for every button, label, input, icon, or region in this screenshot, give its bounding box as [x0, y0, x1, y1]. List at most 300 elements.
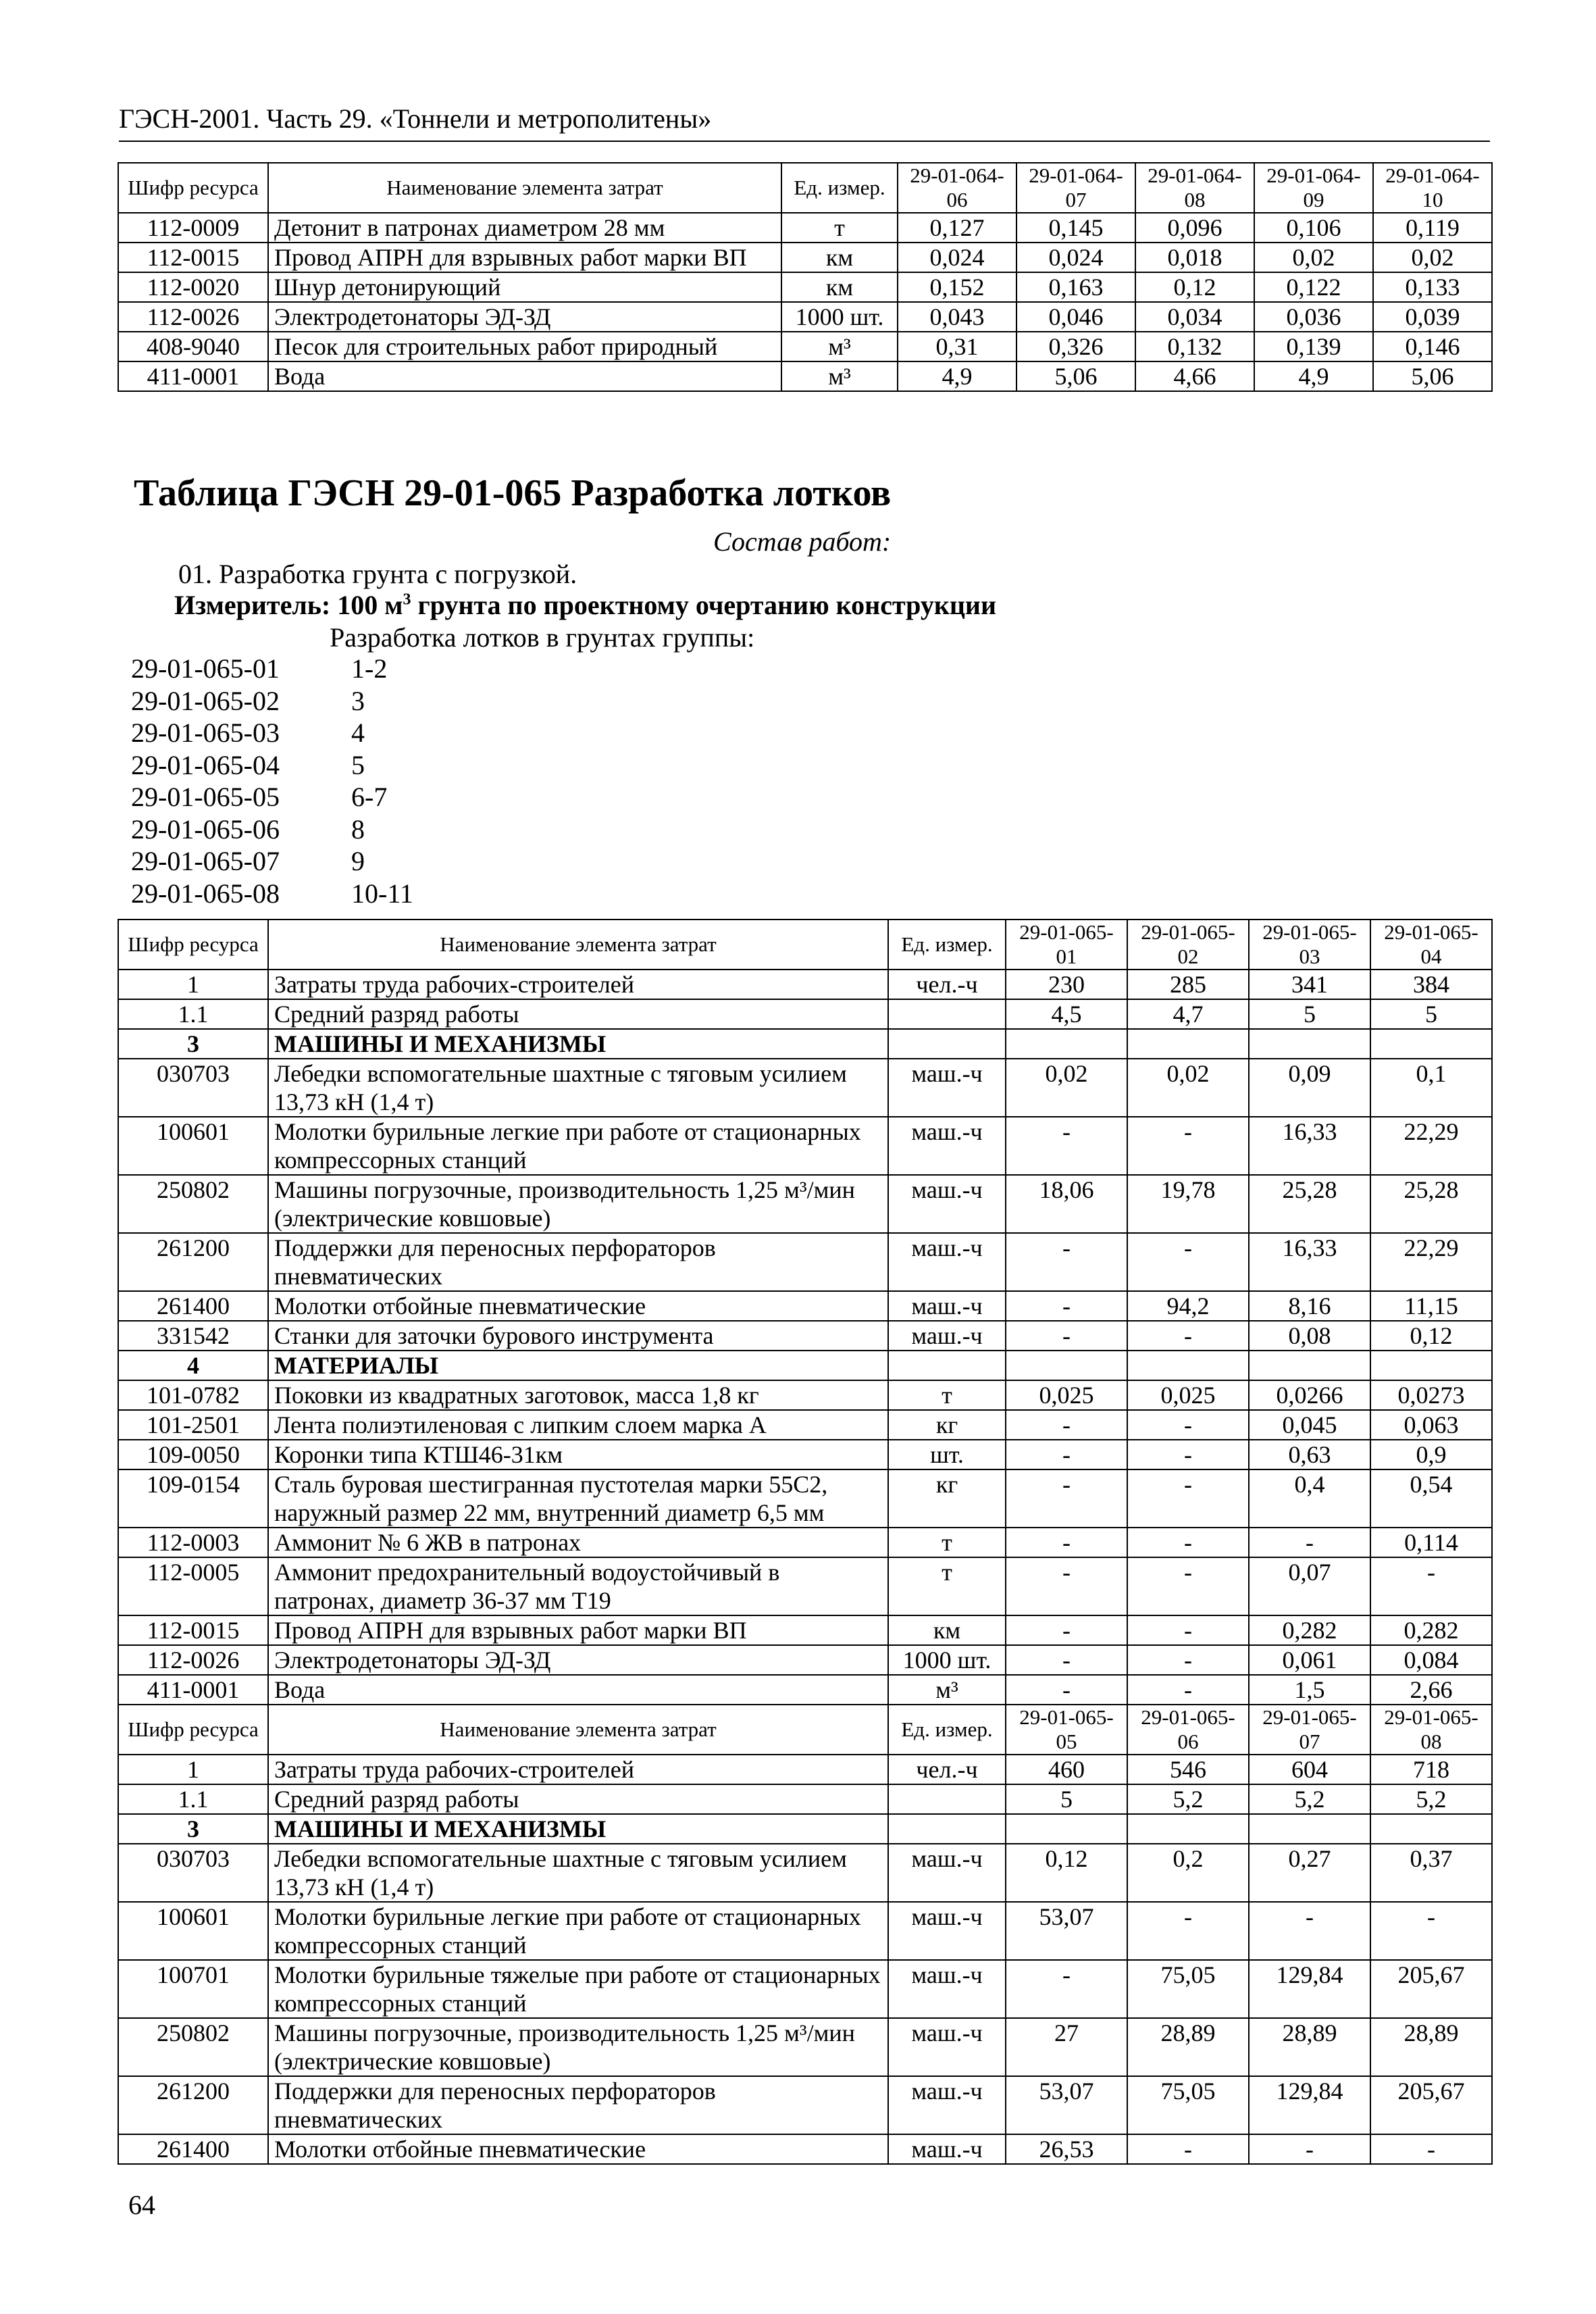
header-cell: Ед. измер. — [888, 1705, 1006, 1755]
code-cell: 030703 — [118, 1844, 268, 1902]
value-cell: - — [1127, 1645, 1249, 1675]
value-cell — [1370, 1029, 1492, 1059]
table-row — [118, 1233, 1492, 1291]
value-cell: - — [1127, 1440, 1249, 1469]
value-cell: - — [1127, 1469, 1249, 1528]
code-cell: 100601 — [118, 1902, 268, 1960]
code-cell: 100701 — [118, 1960, 268, 2018]
name-cell: Сталь буровая шестигранная пустотелая марки 55С2, наружный размер 22 мм, внутренний диаметр 6,5 мм — [268, 1469, 888, 1528]
name-cell: Аммонит № 6 ЖВ в патронах — [268, 1528, 888, 1557]
value-cell: 4,9 — [1254, 361, 1373, 391]
header-rule — [119, 141, 1490, 142]
code-cell: 109-0050 — [118, 1440, 268, 1469]
table-row — [118, 1410, 1492, 1440]
value-cell: 0,4 — [1249, 1469, 1370, 1528]
value-cell: - — [1006, 1117, 1127, 1175]
name-cell: Молотки бурильные легкие при работе от стационарных компрессорных станций — [268, 1117, 888, 1175]
value-cell: - — [1127, 1557, 1249, 1615]
header-cell: Наименование элемента затрат — [268, 1705, 888, 1755]
table-row — [118, 213, 1492, 243]
table-row — [118, 1675, 1492, 1705]
code-cell: 1 — [118, 1755, 268, 1784]
header-cell: 29-01-065-02 — [1127, 920, 1249, 970]
code-cell: 331542 — [118, 1321, 268, 1351]
value-cell: 0,146 — [1373, 332, 1492, 361]
header-cell: 29-01-065-06 — [1127, 1705, 1249, 1755]
unit-cell: т — [888, 1557, 1006, 1615]
code-row — [131, 717, 413, 749]
value-cell: 129,84 — [1249, 1960, 1370, 2018]
unit-cell: м³ — [888, 1675, 1006, 1705]
header-cell: 29-01-065-08 — [1370, 1705, 1492, 1755]
code-cell: 101-2501 — [118, 1410, 268, 1440]
name-cell: Лента полиэтиленовая с липким слоем марка А — [268, 1410, 888, 1440]
value-cell: 19,78 — [1127, 1175, 1249, 1233]
value-cell: 0,9 — [1370, 1440, 1492, 1469]
unit-cell — [888, 999, 1006, 1029]
value-cell: 4,7 — [1127, 999, 1249, 1029]
value-cell: 18,06 — [1006, 1175, 1127, 1233]
code-cell: 1.1 — [118, 1784, 268, 1814]
value-cell: - — [1006, 1440, 1127, 1469]
header-cell: Шифр ресурса — [118, 163, 268, 213]
code-cell: 4 — [118, 1351, 268, 1380]
unit-cell — [888, 1814, 1006, 1844]
value-cell: 0,043 — [898, 302, 1016, 332]
table-row — [118, 1814, 1492, 1844]
table-row — [118, 332, 1492, 361]
value-cell: 546 — [1127, 1755, 1249, 1784]
table-row — [118, 302, 1492, 332]
name-cell: МАШИНЫ И МЕХАНИЗМЫ — [268, 1029, 888, 1059]
value-cell: 0,133 — [1373, 272, 1492, 302]
value-cell: - — [1127, 1902, 1249, 1960]
value-cell: 0,096 — [1135, 213, 1254, 243]
value-cell: 0,132 — [1135, 332, 1254, 361]
unit-cell: кг — [888, 1410, 1006, 1440]
name-cell: Лебедки вспомогательные шахтные с тяговым усилием 13,73 кН (1,4 т) — [268, 1844, 888, 1902]
soil-group: 1-2 — [351, 653, 388, 684]
value-cell: 0,2 — [1127, 1844, 1249, 1902]
value-cell: - — [1127, 1675, 1249, 1705]
table-row — [118, 272, 1492, 302]
name-cell: Машины погрузочные, производительность 1,25 м³/мин (электрические ковшовые) — [268, 2018, 888, 2076]
soil-group: 5 — [351, 749, 365, 780]
code-cell: 112-0015 — [118, 243, 268, 272]
value-cell: 0,063 — [1370, 1410, 1492, 1440]
name-cell: Детонит в патронах диаметром 28 мм — [268, 213, 781, 243]
value-cell: 5,2 — [1370, 1784, 1492, 1814]
header-cell: 29-01-064-10 — [1373, 163, 1492, 213]
code-cell: 261400 — [118, 2134, 268, 2164]
unit-cell: т — [888, 1380, 1006, 1410]
value-cell: 0,08 — [1249, 1321, 1370, 1351]
value-cell: 28,89 — [1370, 2018, 1492, 2076]
name-cell: Затраты труда рабочих-строителей — [268, 1755, 888, 1784]
header-cell: Шифр ресурса — [118, 920, 268, 970]
value-cell: 16,33 — [1249, 1233, 1370, 1291]
value-cell: - — [1006, 1410, 1127, 1440]
unit-cell: т — [888, 1528, 1006, 1557]
name-cell: Молотки бурильные тяжелые при работе от стационарных компрессорных станций — [268, 1960, 888, 2018]
value-cell: 0,045 — [1249, 1410, 1370, 1440]
value-cell: - — [1249, 2134, 1370, 2164]
code-row — [131, 878, 413, 910]
code-cell: 411-0001 — [118, 1675, 268, 1705]
value-cell: 22,29 — [1370, 1233, 1492, 1291]
name-cell: Электродетонаторы ЭД-ЗД — [268, 1645, 888, 1675]
unit-cell: маш.-ч — [888, 2076, 1006, 2134]
table-row — [118, 1615, 1492, 1645]
name-cell: Провод АПРН для взрывных работ марки ВП — [268, 243, 781, 272]
header-cell: 29-01-065-03 — [1249, 920, 1370, 970]
work-item: 01. Разработка грунта с погрузкой. — [178, 559, 577, 589]
table-row — [118, 1351, 1492, 1380]
value-cell — [1006, 1814, 1127, 1844]
code-cell: 411-0001 — [118, 361, 268, 391]
page-number: 64 — [128, 2190, 155, 2220]
value-cell: - — [1370, 2134, 1492, 2164]
unit-cell: маш.-ч — [888, 1059, 1006, 1117]
table-row — [118, 1440, 1492, 1469]
name-cell: Молотки отбойные пневматические — [268, 1291, 888, 1321]
name-cell: Электродетонаторы ЭД-ЗД — [268, 302, 781, 332]
code-cell: 112-0009 — [118, 213, 268, 243]
header-cell: 29-01-064-08 — [1135, 163, 1254, 213]
value-cell: 0,282 — [1370, 1615, 1492, 1645]
value-cell: 0,018 — [1135, 243, 1254, 272]
value-cell: - — [1006, 1321, 1127, 1351]
value-cell: 0,139 — [1254, 332, 1373, 361]
value-cell: - — [1006, 1645, 1127, 1675]
resource-table-065-01-04 — [118, 919, 1493, 1705]
norm-code: 29-01-065-01 — [131, 653, 280, 684]
value-cell: - — [1006, 1675, 1127, 1705]
code-cell: 112-0026 — [118, 1645, 268, 1675]
code-cell: 3 — [118, 1814, 268, 1844]
value-cell: 11,15 — [1370, 1291, 1492, 1321]
value-cell: 285 — [1127, 970, 1249, 999]
value-cell — [1127, 1814, 1249, 1844]
table-row — [118, 1029, 1492, 1059]
value-cell: 0,282 — [1249, 1615, 1370, 1645]
value-cell: 0,12 — [1135, 272, 1254, 302]
value-cell: 0,119 — [1373, 213, 1492, 243]
value-cell: - — [1127, 1528, 1249, 1557]
value-cell: 0,0266 — [1249, 1380, 1370, 1410]
value-cell: 25,28 — [1249, 1175, 1370, 1233]
table-row — [118, 1645, 1492, 1675]
code-cell: 109-0154 — [118, 1469, 268, 1528]
norm-code: 29-01-065-02 — [131, 685, 280, 716]
soil-group: 3 — [351, 685, 365, 716]
value-cell: 341 — [1249, 970, 1370, 999]
value-cell — [1249, 1814, 1370, 1844]
value-cell: - — [1006, 1233, 1127, 1291]
value-cell: 0,025 — [1127, 1380, 1249, 1410]
table-row — [118, 1380, 1492, 1410]
name-cell: Поддержки для переносных перфораторов пневматических — [268, 1233, 888, 1291]
value-cell: 5,06 — [1373, 361, 1492, 391]
unit-cell: км — [781, 243, 898, 272]
unit-cell: маш.-ч — [888, 1844, 1006, 1902]
table-row — [118, 970, 1492, 999]
value-cell: 0,152 — [898, 272, 1016, 302]
code-row — [131, 749, 413, 782]
value-cell: 0,37 — [1370, 1844, 1492, 1902]
value-cell: - — [1370, 1902, 1492, 1960]
code-cell: 250802 — [118, 1175, 268, 1233]
value-cell: 0,025 — [1006, 1380, 1127, 1410]
unit-cell — [888, 1351, 1006, 1380]
value-cell: 27 — [1006, 2018, 1127, 2076]
soil-group: 9 — [351, 846, 365, 876]
value-cell: 0,0273 — [1370, 1380, 1492, 1410]
unit-cell: 1000 шт. — [781, 302, 898, 332]
value-cell — [1370, 1351, 1492, 1380]
value-cell: 5,2 — [1249, 1784, 1370, 1814]
value-cell: 0,02 — [1254, 243, 1373, 272]
code-cell: 112-0020 — [118, 272, 268, 302]
value-cell: 26,53 — [1006, 2134, 1127, 2164]
unit-cell: маш.-ч — [888, 1233, 1006, 1291]
code-cell: 1.1 — [118, 999, 268, 1029]
soil-groups-caption: Разработка лотков в грунтах группы: — [330, 622, 755, 653]
name-cell: Песок для строительных работ природный — [268, 332, 781, 361]
section-title: Таблица ГЭСН 29-01-065 Разработка лотков — [134, 472, 892, 514]
soil-group: 6-7 — [351, 782, 388, 812]
value-cell — [1249, 1029, 1370, 1059]
value-cell: 0,084 — [1370, 1645, 1492, 1675]
value-cell: 0,09 — [1249, 1059, 1370, 1117]
table-row — [118, 361, 1492, 391]
table-row — [118, 2134, 1492, 2164]
name-cell: МАТЕРИАЛЫ — [268, 1351, 888, 1380]
soil-group: 8 — [351, 813, 365, 845]
value-cell: 0,145 — [1016, 213, 1135, 243]
value-cell — [1006, 1351, 1127, 1380]
value-cell: 0,54 — [1370, 1469, 1492, 1528]
table-row — [118, 1755, 1492, 1784]
code-cell: 030703 — [118, 1059, 268, 1117]
name-cell: Коронки типа КТШ46-31км — [268, 1440, 888, 1469]
code-cell: 112-0005 — [118, 1557, 268, 1615]
table-row — [118, 1960, 1492, 2018]
table-row — [118, 1175, 1492, 1233]
work-composition-label: Состав работ: — [713, 526, 892, 557]
name-cell: Станки для заточки бурового инструмента — [268, 1321, 888, 1351]
unit-cell: чел.-ч — [888, 970, 1006, 999]
unit-cell: чел.-ч — [888, 1755, 1006, 1784]
value-cell: 0,27 — [1249, 1844, 1370, 1902]
value-cell: 230 — [1006, 970, 1127, 999]
name-cell: Аммонит предохранительный водоустойчивый в патронах, диаметр 36-37 мм Т19 — [268, 1557, 888, 1615]
unit-cell: маш.-ч — [888, 1960, 1006, 2018]
unit-cell: маш.-ч — [888, 1321, 1006, 1351]
unit-cell: т — [781, 213, 898, 243]
header-cell: Ед. измер. — [781, 163, 898, 213]
value-cell: 28,89 — [1249, 2018, 1370, 2076]
value-cell: 22,29 — [1370, 1117, 1492, 1175]
unit-cell: кг — [888, 1469, 1006, 1528]
value-cell: 205,67 — [1370, 1960, 1492, 2018]
header-cell: Ед. измер. — [888, 920, 1006, 970]
value-cell: - — [1249, 1528, 1370, 1557]
value-cell: 0,039 — [1373, 302, 1492, 332]
code-cell: 112-0015 — [118, 1615, 268, 1645]
value-cell: 0,31 — [898, 332, 1016, 361]
table-row — [118, 243, 1492, 272]
value-cell — [1249, 1351, 1370, 1380]
unit-cell: км — [781, 272, 898, 302]
resource-table-064 — [118, 162, 1493, 392]
value-cell — [1006, 1029, 1127, 1059]
unit-cell: шт. — [888, 1440, 1006, 1469]
value-cell: - — [1127, 1410, 1249, 1440]
value-cell: 0,127 — [898, 213, 1016, 243]
value-cell: 0,02 — [1373, 243, 1492, 272]
value-cell: 0,63 — [1249, 1440, 1370, 1469]
value-cell: 0,061 — [1249, 1645, 1370, 1675]
measure-unit: Измеритель: 100 $м^3$ грунта по проектному очертанию конструкции — [174, 590, 997, 620]
name-cell: Шнур детонирующий — [268, 272, 781, 302]
unit-cell: маш.-ч — [888, 2018, 1006, 2076]
running-header: ГЭСН-2001. Часть 29. «Тоннели и метрополитены» — [119, 103, 712, 134]
value-cell: 0,163 — [1016, 272, 1135, 302]
value-cell: 604 — [1249, 1755, 1370, 1784]
code-cell: 100601 — [118, 1117, 268, 1175]
code-cell: 112-0003 — [118, 1528, 268, 1557]
header-row — [118, 920, 1492, 970]
value-cell: 129,84 — [1249, 2076, 1370, 2134]
unit-cell: 1000 шт. — [888, 1645, 1006, 1675]
norm-code: 29-01-065-08 — [131, 878, 280, 909]
value-cell: - — [1127, 1117, 1249, 1175]
value-cell: 0,106 — [1254, 213, 1373, 243]
value-cell: 28,89 — [1127, 2018, 1249, 2076]
value-cell: - — [1006, 1469, 1127, 1528]
name-cell: Машины погрузочные, производительность 1,25 м³/мин (электрические ковшовые) — [268, 1175, 888, 1233]
name-cell: Вода — [268, 361, 781, 391]
value-cell: 75,05 — [1127, 2076, 1249, 2134]
table-row — [118, 2018, 1492, 2076]
norm-code: 29-01-065-07 — [131, 846, 280, 876]
value-cell: - — [1127, 1615, 1249, 1645]
value-cell: 5,06 — [1016, 361, 1135, 391]
name-cell: МАШИНЫ И МЕХАНИЗМЫ — [268, 1814, 888, 1844]
value-cell: 0,046 — [1016, 302, 1135, 332]
table-row — [118, 1902, 1492, 1960]
name-cell: Средний разряд работы — [268, 1784, 888, 1814]
value-cell: 94,2 — [1127, 1291, 1249, 1321]
table-row — [118, 1557, 1492, 1615]
header-cell: 29-01-065-01 — [1006, 920, 1127, 970]
value-cell: 53,07 — [1006, 2076, 1127, 2134]
header-row — [118, 163, 1492, 213]
header-cell: 29-01-065-04 — [1370, 920, 1492, 970]
code-cell: 112-0026 — [118, 302, 268, 332]
header-cell: Наименование элемента затрат — [268, 163, 781, 213]
norm-code: 29-01-065-04 — [131, 749, 280, 780]
value-cell: 4,9 — [898, 361, 1016, 391]
value-cell — [1127, 1029, 1249, 1059]
name-cell: Затраты труда рабочих-строителей — [268, 970, 888, 999]
code-cell: 101-0782 — [118, 1380, 268, 1410]
value-cell: 0,024 — [1016, 243, 1135, 272]
value-cell: 5 — [1249, 999, 1370, 1029]
value-cell: - — [1127, 2134, 1249, 2164]
resource-table-065-05-08 — [118, 1704, 1493, 2165]
table-row — [118, 1528, 1492, 1557]
norm-code: 29-01-065-05 — [131, 782, 280, 812]
value-cell: 5 — [1006, 1784, 1127, 1814]
value-cell: 4,66 — [1135, 361, 1254, 391]
code-group-list — [131, 653, 413, 909]
header-cell: 29-01-064-09 — [1254, 163, 1373, 213]
value-cell: 460 — [1006, 1755, 1127, 1784]
table-row — [118, 1059, 1492, 1117]
value-cell: 0,02 — [1006, 1059, 1127, 1117]
value-cell: 2,66 — [1370, 1675, 1492, 1705]
code-row — [131, 813, 413, 846]
value-cell: - — [1127, 1321, 1249, 1351]
unit-cell: маш.-ч — [888, 1117, 1006, 1175]
header-cell: 29-01-064-07 — [1016, 163, 1135, 213]
unit-cell: маш.-ч — [888, 1902, 1006, 1960]
norm-code: 29-01-065-03 — [131, 718, 280, 748]
value-cell: 205,67 — [1370, 2076, 1492, 2134]
unit-cell — [888, 1029, 1006, 1059]
unit-cell: маш.-ч — [888, 1291, 1006, 1321]
name-cell: Вода — [268, 1675, 888, 1705]
soil-group: 10-11 — [351, 878, 413, 909]
unit-cell: м³ — [781, 361, 898, 391]
value-cell: - — [1006, 1615, 1127, 1645]
header-cell: 29-01-064-06 — [898, 163, 1016, 213]
value-cell: 0,122 — [1254, 272, 1373, 302]
value-cell: 0,024 — [898, 243, 1016, 272]
value-cell: 16,33 — [1249, 1117, 1370, 1175]
value-cell: 0,07 — [1249, 1557, 1370, 1615]
code-row — [131, 653, 413, 685]
header-cell: Наименование элемента затрат — [268, 920, 888, 970]
value-cell: - — [1006, 1960, 1127, 2018]
code-cell: 261200 — [118, 2076, 268, 2134]
header-row — [118, 1705, 1492, 1755]
code-cell: 261200 — [118, 1233, 268, 1291]
unit-cell: маш.-ч — [888, 2134, 1006, 2164]
value-cell: 5,2 — [1127, 1784, 1249, 1814]
value-cell: - — [1006, 1557, 1127, 1615]
header-cell: 29-01-065-07 — [1249, 1705, 1370, 1755]
code-cell: 3 — [118, 1029, 268, 1059]
value-cell: 0,12 — [1370, 1321, 1492, 1351]
name-cell: Молотки бурильные легкие при работе от стационарных компрессорных станций — [268, 1902, 888, 1960]
unit-cell: маш.-ч — [888, 1175, 1006, 1233]
code-cell: 1 — [118, 970, 268, 999]
value-cell: 75,05 — [1127, 1960, 1249, 2018]
value-cell: - — [1127, 1233, 1249, 1291]
value-cell: 5 — [1370, 999, 1492, 1029]
table-row — [118, 999, 1492, 1029]
code-row — [131, 845, 413, 878]
value-cell: 0,02 — [1127, 1059, 1249, 1117]
value-cell: 1,5 — [1249, 1675, 1370, 1705]
soil-group: 4 — [351, 718, 365, 748]
code-row — [131, 685, 413, 718]
value-cell: 0,326 — [1016, 332, 1135, 361]
table-row — [118, 1469, 1492, 1528]
